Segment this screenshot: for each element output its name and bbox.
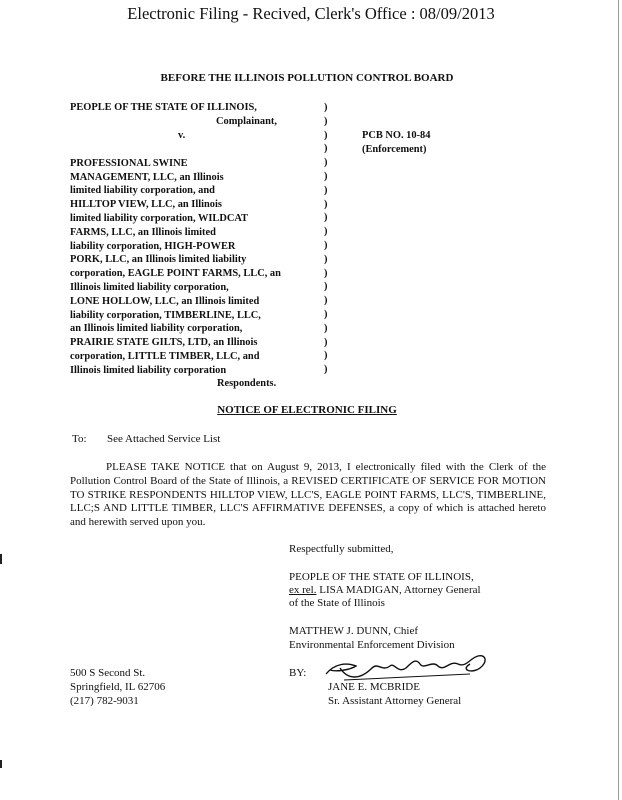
respondents-label: Respondents. xyxy=(217,378,277,389)
defendant-line: Illinois limited liability corporation, xyxy=(70,282,229,293)
defendant-line: an Illinois limited liability corporation, xyxy=(70,323,243,334)
defendant-line: PROFESSIONAL SWINE xyxy=(70,158,188,169)
defendant-line: liability corporation, HIGH-POWER xyxy=(70,241,236,252)
address-block xyxy=(70,667,165,708)
sig-people-line: PEOPLE OF THE STATE OF ILLINOIS, xyxy=(289,571,474,583)
address-street: 500 S Second St. xyxy=(70,667,146,679)
to-value: See Attached Service List xyxy=(107,433,221,445)
plaintiff-name: PEOPLE OF THE STATE OF ILLINOIS, xyxy=(70,102,257,113)
exrel-rest: LISA MADIGAN, Attorney General xyxy=(316,584,481,596)
sig-exrel-line xyxy=(289,584,481,598)
defendant-line: PORK, LLC, an Illinois limited liability xyxy=(70,254,247,265)
scan-mark xyxy=(0,554,2,564)
case-number: PCB NO. 10-84 xyxy=(362,130,431,141)
scan-mark xyxy=(0,760,2,768)
signer-title: Sr. Assistant Attorney General xyxy=(328,694,462,707)
notice-body xyxy=(70,461,546,530)
address-city: Springfield, IL 62706 xyxy=(70,680,166,693)
defendant-line: LONE HOLLOW, LLC, an Illinois limited xyxy=(70,296,260,307)
to-label: To: xyxy=(72,433,87,445)
caption-bracket: ) ) ) ) ) ) ) ) ) ) ) ) ) ) ) ) ) ) ) ) xyxy=(324,102,328,376)
defendant-line: HILLTOP VIEW, LLC, an Illinois xyxy=(70,199,222,210)
plaintiff-role: Complainant, xyxy=(216,116,277,127)
defendant-line: limited liability corporation, WILDCAT xyxy=(70,213,248,224)
signer-block xyxy=(328,681,461,709)
defendant-line: PRAIRIE STATE GILTS, LTD, an Illinois xyxy=(70,337,258,348)
defendant-line: FARMS, LLC, an Illinois limited xyxy=(70,227,216,238)
versus: v. xyxy=(178,130,186,141)
chief-name: MATTHEW J. DUNN, Chief xyxy=(289,625,419,637)
board-title: BEFORE THE ILLINOIS POLLUTION CONTROL BOARD xyxy=(160,72,454,84)
notice-paragraph: PLEASE TAKE NOTICE that on August 9, 2013, I electronically filed with the Clerk of the Pollution Control Board of the State of Illinois, a REVISED CERTIFICATE OF SERVICE FOR MOTION TO STRIKE RESPONDENTS HILLTOP VIEW, LLC'S, EAGLE POINT FARMS, LLC'S, TIMBERLINE, LLC;S AND LITTLE TIMBER, LLC'S AFFIRMATIVE DEFENSES, a copy of which is attached hereto and herewith served upon you. xyxy=(70,461,546,529)
division-name: Environmental Enforcement Division xyxy=(289,639,455,651)
sig-state-line: of the State of Illinois xyxy=(289,597,385,609)
case-type: (Enforcement) xyxy=(362,143,427,155)
address-phone: (217) 782-9031 xyxy=(70,694,139,707)
page-edge xyxy=(618,0,619,800)
defendant-line: corporation, EAGLE POINT FARMS, LLC, an xyxy=(70,268,281,279)
filing-stamp: Electronic Filing - Recived, Clerk's Office : 08/09/2013 xyxy=(127,4,495,23)
by-label: BY: xyxy=(289,667,307,679)
defendant-line: MANAGEMENT, LLC, an Illinois xyxy=(70,172,224,183)
defendant-line: limited liability corporation, and xyxy=(70,185,215,196)
defendant-line: liability corporation, TIMBERLINE, LLC, xyxy=(70,310,261,321)
defendant-line: Illinois limited liability corporation xyxy=(70,365,227,376)
defendant-line: corporation, LITTLE TIMBER, LLC, and xyxy=(70,351,260,362)
exrel-label: ex rel. xyxy=(289,584,317,596)
signer-name: JANE E. MCBRIDE xyxy=(328,681,420,693)
notice-heading: NOTICE OF ELECTRONIC FILING xyxy=(217,404,397,416)
closing: Respectfully submitted, xyxy=(289,543,394,555)
case-number-block xyxy=(362,129,430,157)
